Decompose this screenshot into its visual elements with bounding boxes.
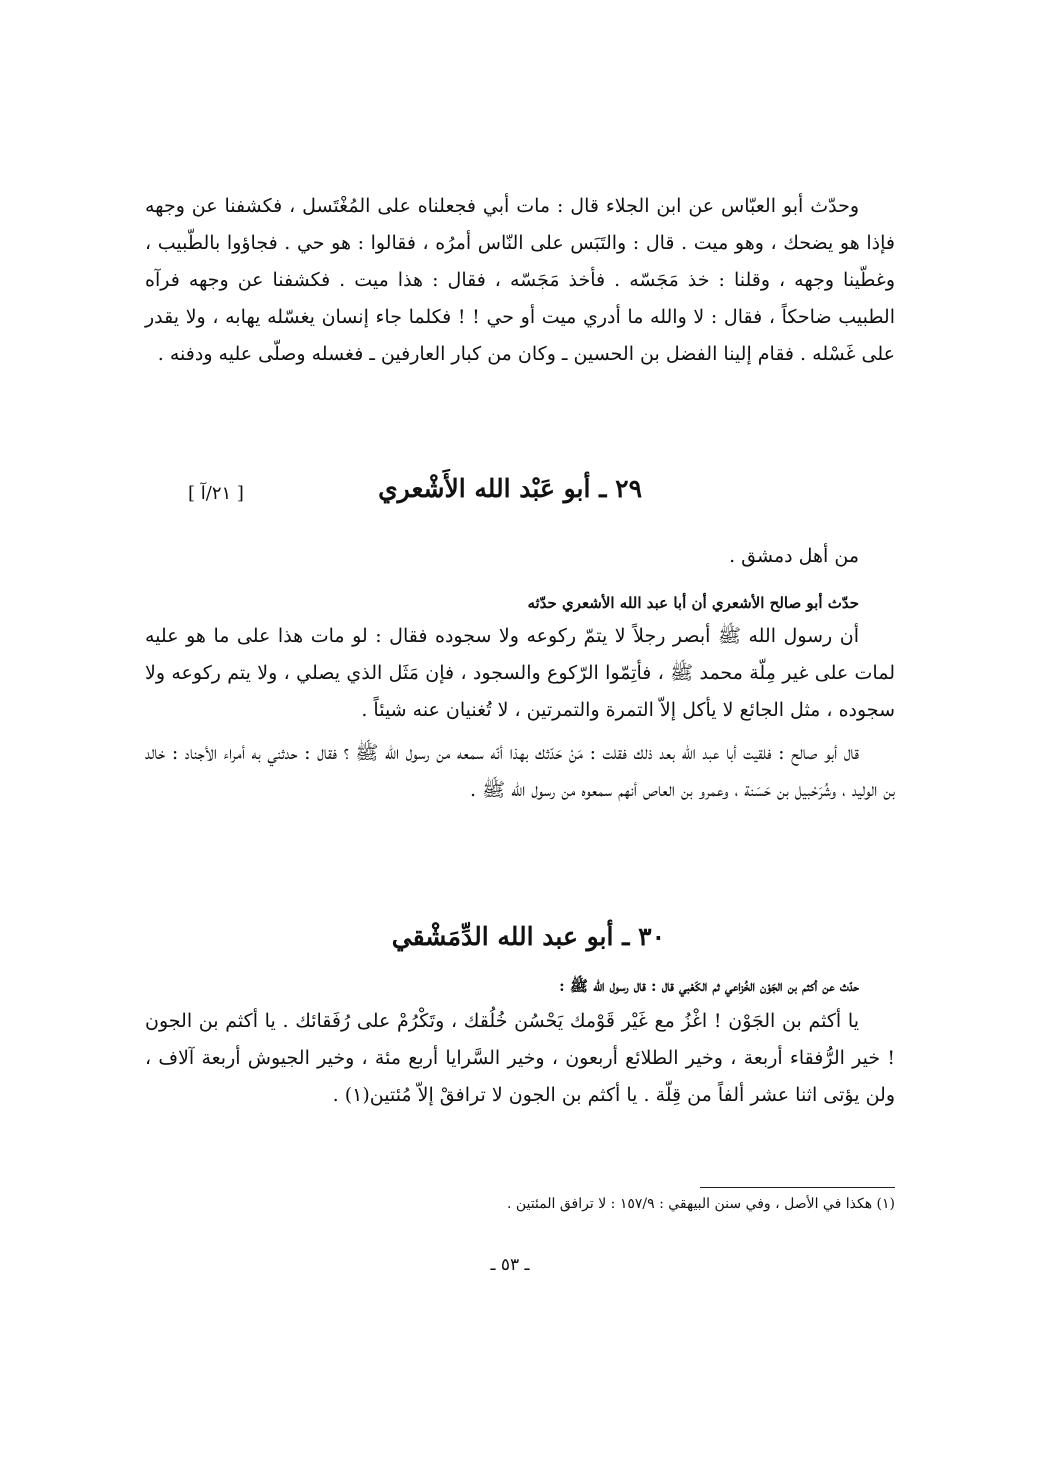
footnote: (١) هكذا في الأصل ، وفي سنن البيهقي : ١٥٧/٩ : لا ترافق المئتين . — [506, 1196, 895, 1212]
narration-chain-30 — [145, 973, 895, 999]
origin-line — [145, 538, 895, 575]
hadith-text-30 — [145, 1003, 895, 1114]
paragraph-text: وحدّث أبو العبّاس عن ابن الجلاء قال : مات أبي فجعلناه على المُغْتَسل ، فكشفنا عن وجهه فإذا هو يضحك ، وهو ميت . قال : والتَبَس على النّاس أمرُه ، فقالوا : هو حي . فجاؤوا بالطّبيب ، وغطّينا وجهه ، وقلنا : خذ مَجَسّه . فأخذ مَجَسّه ، فقال : هذا ميت . فكشفنا عن وجهه فرآه الطبيب ضاحكاً ، فقال : لا والله ما أدري ميت أو حي ! ! فكلما جاء إنسان يغسّله يهابه ، ولا يقدر على غَسْله . فقام إلينا الفضل بن الحسين ـ وكان من كبار العارفين ـ فغسله وصلّى عليه ودفنه . — [145, 195, 895, 365]
origin-text: من أهل دمشق . — [729, 545, 859, 567]
isnad-text: حدّث عن أكثم بن الجَوْن الخُزاعي ثم الكَعْبي قال : قال رسول الله ﷺ : — [559, 977, 859, 995]
abu-salih-paragraph — [145, 735, 895, 809]
paragraph-ibn-al-jalla — [145, 188, 895, 373]
section-heading-30: ٣٠ ـ أبو عبد الله الدِّمَشْقي — [391, 922, 665, 951]
section-heading-29: ٢٩ ـ أبو عَبْد الله الأَشْعري — [378, 474, 642, 503]
reply-paragraph: قال أبو صالح : فلقيت أبا عبد الله بعد ذلك فقلت : مَنْ حَدّثك بهذا أنّه سمعه من رسول الله ﷺ ؟ فقال : حدثني به أمراء الأجناد : خالد بن الوليد ، وشُرَحْبيل بن حَسَنة ، وعمرو بن العاص أنهم سمعوه من رسول الله ﷺ . — [145, 742, 895, 801]
hadith-text-29 — [145, 618, 895, 729]
footnote-divider — [700, 1187, 895, 1188]
hadith-paragraph: يا أكثم بن الجَوْن ! اغْزُ مع غَيْر قَوْمك يَحْسُن خُلُقك ، وتَكْرُمْ على رُفَقائك . يا أكثم بن الجون ! خير الرُّفقاء أربعة ، وخير الطلائع أربعون ، وخير السَّرايا أربع مئة ، وخير الجيوش أربعة آلاف ، ولن يؤتى اثنا عشر ألفاً من قِلّة . يا أكثم بن الجون لا ترافقْ إلاّ مُئتين(١) . — [145, 1010, 895, 1106]
narration-chain-29 — [145, 590, 895, 616]
manuscript-folio-marker: [ ٢١/آ ] — [188, 483, 244, 504]
isnad-text: حدّث أبو صالح الأشعري أن أبا عبد الله الأشعري حدّثه — [527, 594, 859, 612]
hadith-paragraph: أن رسول الله ﷺ أبصر رجلاً لا يتمّ ركوعه ولا سجوده فقال : لو مات هذا على ما هو عليه لمات على غير مِلّة محمد ﷺ ، فأتِمّوا الرّكوع والسجود ، فإن مَثَل الذي يصلي ، ولا يتم ركوعه ولا سجوده ، مثل الجائع لا يأكل إلاّ التمرة والتمرتين ، لا تُغنيان عنه شيئاً . — [145, 625, 895, 721]
page-number: ـ ٥٣ ـ — [490, 1255, 530, 1275]
